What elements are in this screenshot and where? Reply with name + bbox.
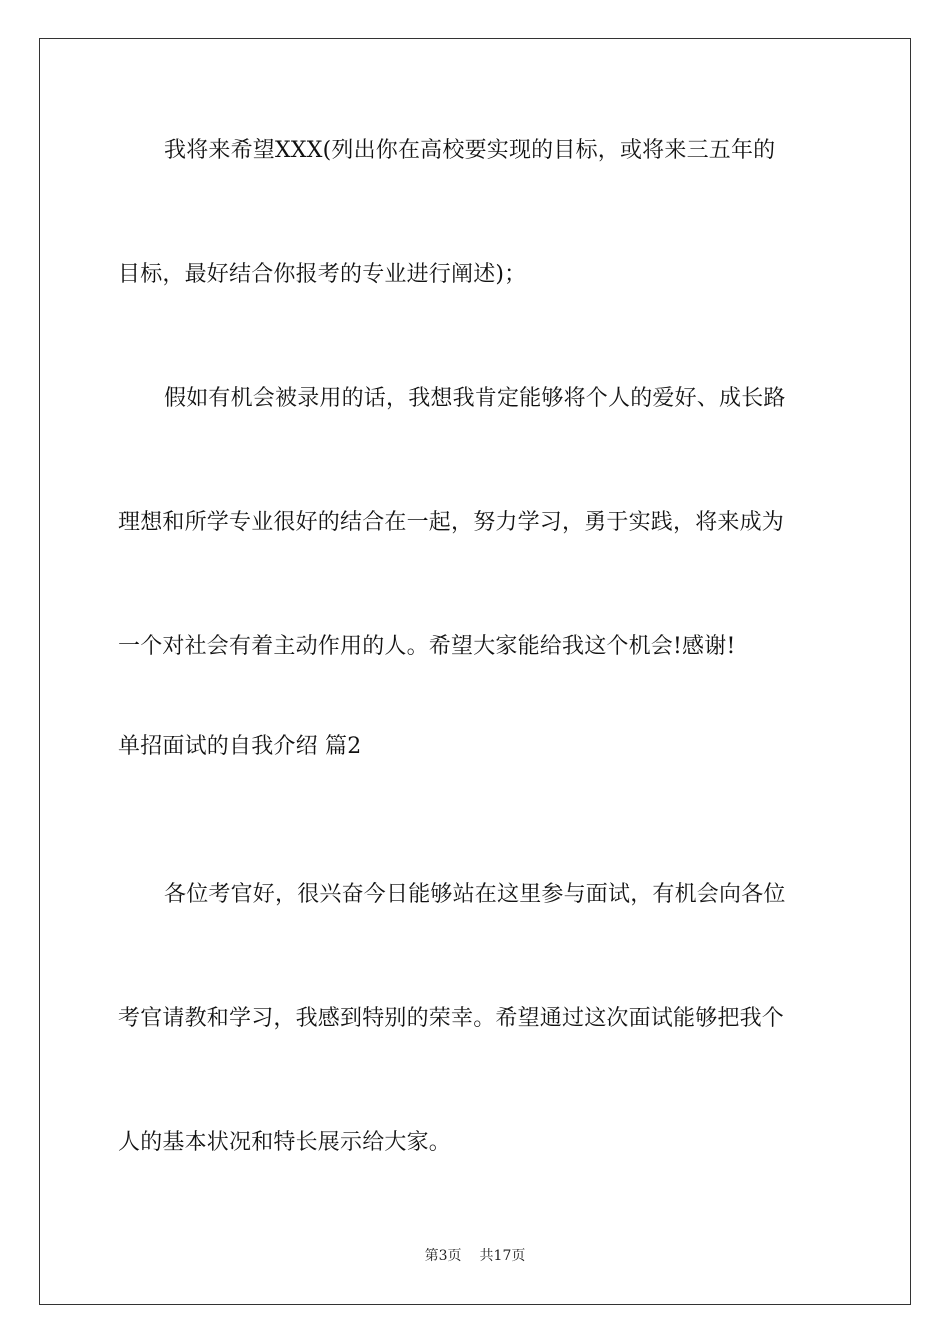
page-border: [39, 38, 911, 1305]
section-heading: 单招面试的自我介绍 篇2: [118, 734, 362, 759]
paragraph-1-line-2: 目标，最好结合你报考的专业进行阐述)；: [118, 262, 527, 287]
paragraph-2-line-1: 假如有机会被录用的话，我想我肯定能够将个人的爱好、成长路: [164, 386, 786, 411]
paragraph-2-line-2: 理想和所学专业很好的结合在一起，努力学习，勇于实践，将来成为: [118, 510, 785, 535]
page-footer: [0, 1247, 950, 1265]
paragraph-3-line-2: 考官请教和学习，我感到特别的荣幸。希望通过这次面试能够把我个: [118, 1006, 785, 1031]
paragraph-3-line-1: 各位考官好，很兴奋今日能够站在这里参与面试，有机会向各位: [164, 882, 786, 907]
paragraph-1-line-1: 我将来希望XXX(列出你在高校要实现的目标，或将来三五年的: [164, 138, 776, 163]
paragraph-2-line-3: 一个对社会有着主动作用的人。希望大家能给我这个机会!感谢!: [118, 634, 736, 659]
page-number: 第3页: [424, 1248, 462, 1264]
paragraph-3-line-3: 人的基本状况和特长展示给大家。: [118, 1130, 452, 1155]
total-pages: 共17页: [479, 1248, 526, 1264]
